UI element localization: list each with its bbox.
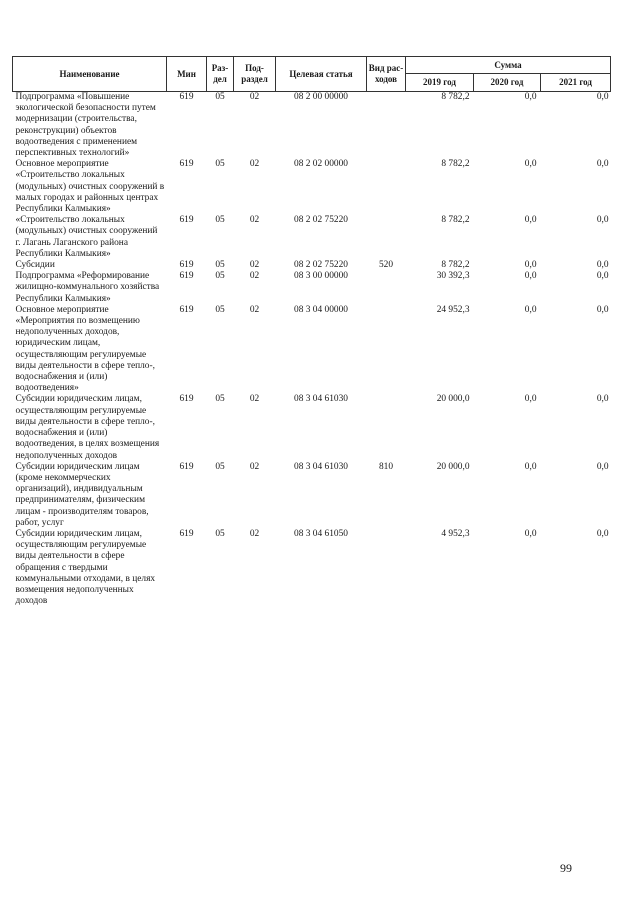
vid-rashodov-cell [367, 92, 406, 160]
min-cell: 619 [179, 271, 194, 282]
header-vid-rashodov: Вид рас-ходов [367, 57, 406, 92]
sum-2019-cell: 20 000,0 [436, 394, 470, 405]
sum-2020-cell: 0,0 [524, 215, 537, 226]
min-cell: 619 [179, 528, 194, 539]
sum-2020-cell: 0,0 [524, 528, 537, 539]
sum-2020-cell: 0,0 [524, 394, 537, 405]
razdel-cell: 05 [215, 394, 225, 405]
table-row [13, 260, 611, 271]
tselevaya-statya-cell: 08 3 00 00000 [294, 271, 348, 282]
table-row [13, 394, 611, 461]
sum-2019-cell: 8 782,2 [441, 260, 470, 271]
header-min: Мин [167, 57, 207, 92]
razdel-cell: 05 [215, 528, 225, 539]
vid-rashodov-cell [367, 394, 406, 461]
sum-2019-cell: 8 782,2 [441, 215, 470, 226]
sum-2021-cell: 0,0 [596, 528, 609, 539]
sum-2019-cell: 20 000,0 [436, 461, 470, 472]
sum-2019-cell: 8 782,2 [441, 92, 470, 102]
header-year-2021: 2021 год [541, 74, 611, 92]
tselevaya-statya-cell: 08 3 04 00000 [294, 304, 348, 315]
min-cell: 619 [179, 304, 194, 315]
table-row [13, 271, 611, 305]
tselevaya-statya-cell: 08 3 04 61050 [294, 528, 348, 539]
podrazdel-cell: 02 [249, 215, 260, 226]
sum-2020-cell: 0,0 [524, 271, 537, 282]
razdel-cell: 05 [215, 260, 225, 271]
podrazdel-cell: 02 [249, 394, 260, 405]
razdel-cell: 05 [215, 461, 225, 472]
table-row [13, 215, 611, 260]
table-row [13, 529, 611, 607]
table-row [13, 92, 611, 160]
vid-rashodov-cell [367, 305, 406, 395]
sum-2021-cell: 0,0 [596, 260, 609, 271]
razdel-cell: 05 [215, 159, 225, 170]
podrazdel-cell: 02 [249, 304, 260, 315]
budget-table [12, 56, 611, 607]
sum-2020-cell: 0,0 [524, 159, 537, 170]
min-cell: 619 [179, 260, 194, 271]
sum-2019-cell: 4 952,3 [441, 528, 470, 539]
podrazdel-cell: 02 [249, 528, 260, 539]
min-cell: 619 [179, 159, 194, 170]
header-tselevaya-statya: Целевая статья [276, 57, 367, 92]
razdel-cell: 05 [215, 271, 225, 282]
header-summa: Сумма [406, 57, 611, 74]
vid-rashodov-cell: 520 [378, 260, 394, 271]
podrazdel-cell: 02 [249, 271, 260, 282]
row-name-cell: Субсидии юридическим лицам (кроме некоммерческих организаций), индивидуальным предпринимателям, физическим лицам - производителям товаров, работ, услуг [15, 461, 149, 528]
row-name-cell: Субсидии юридическим лицам, осуществляющим регулируемые виды деятельности в сфере тепло-, водоснабжения и (или) водоотведения, в целях возмещения недополученных доходов [15, 394, 160, 461]
header-year-2020: 2020 год [474, 74, 541, 92]
table-row [13, 305, 611, 395]
tselevaya-statya-cell: 08 2 02 75220 [294, 215, 348, 226]
sum-2021-cell: 0,0 [596, 159, 609, 170]
tselevaya-statya-cell: 08 2 00 00000 [294, 92, 348, 102]
sum-2019-cell: 8 782,2 [441, 159, 470, 170]
podrazdel-cell: 02 [249, 159, 260, 170]
sum-2021-cell: 0,0 [596, 271, 609, 282]
tselevaya-statya-cell: 08 2 02 75220 [294, 260, 348, 271]
sum-2021-cell: 0,0 [596, 461, 609, 472]
table-row [13, 159, 611, 215]
podrazdel-cell: 02 [249, 92, 260, 102]
sum-2020-cell: 0,0 [524, 304, 537, 315]
sum-2021-cell: 0,0 [596, 215, 609, 226]
tselevaya-statya-cell: 08 2 02 00000 [294, 159, 348, 170]
vid-rashodov-cell [367, 271, 406, 305]
row-name-cell: Субсидии юридическим лицам, осуществляющим регулируемые виды деятельности в сфере обращения с твердыми коммунальными отходами, в целях возмещения недополученных доходов [15, 528, 156, 607]
header-razdel: Раз-дел [207, 57, 234, 92]
sum-2021-cell: 0,0 [596, 304, 609, 315]
min-cell: 619 [179, 92, 194, 102]
vid-rashodov-cell [367, 529, 406, 607]
sum-2019-cell: 24 952,3 [436, 304, 470, 315]
tselevaya-statya-cell: 08 3 04 61030 [294, 394, 348, 405]
row-name-cell: Подпрограмма «Реформирование жилищно-коммунального хозяйства Республики Калмыкия» [15, 271, 160, 304]
header-podrazdel: Под-раздел [234, 57, 276, 92]
row-name-cell: Субсидии [15, 260, 55, 271]
vid-rashodov-cell: 810 [378, 461, 394, 472]
vid-rashodov-cell [367, 215, 406, 260]
tselevaya-statya-cell: 08 3 04 61030 [294, 461, 348, 472]
razdel-cell: 05 [215, 304, 225, 315]
min-cell: 619 [179, 394, 194, 405]
row-name-cell: «Строительство локальных (модульных) очистных сооружений г. Лагань Лаганского района Республики Калмыкия» [15, 215, 158, 259]
table-header [13, 57, 611, 92]
sum-2020-cell: 0,0 [524, 461, 537, 472]
row-name-cell: Основное мероприятие «Мероприятия по возмещению недополученных доходов, юридическим лицам, осуществляющим регулируемые виды деятельности в сфере тепло-, водоснабжения и (или) водоотведения» [15, 304, 155, 394]
header-year-2019: 2019 год [406, 74, 474, 92]
sum-2020-cell: 0,0 [524, 260, 537, 271]
podrazdel-cell: 02 [249, 260, 260, 271]
min-cell: 619 [179, 461, 194, 472]
sum-2021-cell: 0,0 [596, 394, 609, 405]
row-name-cell: Подпрограмма «Повышение экологической безопасности путем модернизации (строительства, реконструкции) объектов водоотведения с применением перспективных технологий» [15, 92, 156, 159]
podrazdel-cell: 02 [249, 461, 260, 472]
page-number: 99 [560, 861, 572, 875]
sum-2019-cell: 30 392,3 [436, 271, 470, 282]
table-body [13, 92, 611, 608]
razdel-cell: 05 [215, 92, 225, 102]
row-name-cell: Основное мероприятие «Строительство локальных (модульных) очистных сооружений в малых городах и районных центрах Республики Калмыкия» [15, 159, 165, 215]
sum-2021-cell: 0,0 [596, 92, 609, 102]
sum-2020-cell: 0,0 [524, 92, 537, 102]
razdel-cell: 05 [215, 215, 225, 226]
min-cell: 619 [179, 215, 194, 226]
vid-rashodov-cell [367, 159, 406, 215]
header-name: Наименование [13, 57, 167, 92]
table-row [13, 462, 611, 529]
